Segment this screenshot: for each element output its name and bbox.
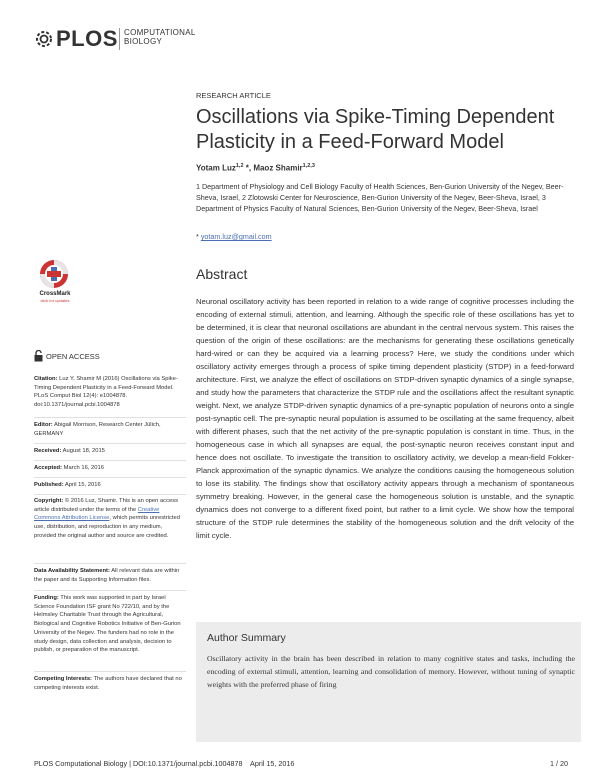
corresponding-email: * yotam.luz@gmail.com: [196, 232, 272, 241]
abstract-heading: Abstract: [196, 266, 248, 282]
journal-logo[interactable]: [34, 26, 194, 54]
crossmark-icon: [34, 258, 74, 290]
divider: [34, 590, 186, 591]
divider: [34, 494, 186, 495]
funding: Funding: This work was supported in part by Israel Science Foundation ISF grant No 722/10, and by the Helmsley Charitable Trust through the Agricultural, Biological and Cognitive Robotics Initiative of Ben-Gurion University of the Negev. The funders had no role in the study design, data collection and analysis, decision to publish, or preparation of the manuscript.: [34, 595, 181, 654]
copyright: Copyright: © 2016 Luz, Shamir. This is an open access article distributed under the terms of the Creative Commons Attribution License, which permits unrestricted use, distribution, and reproduction in any medium, provided the original author and source are credited.: [34, 498, 180, 539]
logo-journal-name: COMPUTATIONAL BIOLOGY: [124, 28, 196, 46]
divider: [34, 477, 186, 478]
crossmark-label: CrossMark: [39, 291, 71, 297]
divider: [34, 417, 186, 418]
author-name[interactable]: Maoz Shamir: [253, 163, 303, 173]
accepted-date: Accepted: March 16, 2016: [34, 465, 104, 471]
competing-interests: Competing Interests: The authors have declared that no competing interests exist.: [34, 676, 182, 691]
crossmark-sublabel: click for updates: [40, 298, 70, 303]
affiliations: 1 Department of Physiology and Cell Biology Faculty of Health Sciences, Ben-Gurion University of the Negev, Beer-Sheva, Israel, 2 Zlotowski Center for Neuroscience, Ben-Gurion University of the Negev, Beer-Sheva, Israel, 3 Department of Physics Faculty of Natural Sciences, Ben-Gurion University of the Negev, Beer-Sheva, Israel: [196, 182, 564, 213]
logo-separator: [119, 28, 120, 50]
open-lock-icon: [34, 350, 43, 362]
divider: [34, 563, 186, 564]
divider: [34, 460, 186, 461]
page-number: 1 / 20: [550, 759, 568, 768]
open-access-label: OPEN ACCESS: [46, 352, 100, 361]
author-summary-heading: Author Summary: [207, 632, 286, 644]
citation: Citation: Luz Y, Shamir M (2016) Oscillations via Spike-Timing Dependent Plasticity in a Feed-Forward Model. PLoS Comput Biol 12(4): e1004878. doi:10.1371/journal.pcbi.1004878: [34, 376, 178, 409]
editor: Editor: Abigail Morrison, Research Center Jülich, GERMANY: [34, 422, 161, 437]
abstract-text: Neuronal oscillatory activity has been reported in relation to a wide range of cognitive processes including the encoding of external stimuli, attention, and learning. Although the specific role of these oscillations has yet to be determined, it is clear that neuronal oscillations are abundant in the central nervous system. This raises the question of the origin of these oscillations: are the mechanisms for generating these oscillations genetically hard-wired or can they be acquired via a learning process? Here, we study the conditions under which oscillatory activity emerges through a process of spike timing dependent plasticity (STDP) in a feed-forward architecture. First, we analyze the effect of oscillations on STDP-driven synaptic dynamics of a single synapse, and study how the parameters that characterize the STDP rule and the oscillations affect the resultant synaptic weight. Next, we analyze STDP-driven synaptic dynamics of a pre-synaptic population of neurons onto a single post-synaptic cell. The pre-synaptic neural population is assumed to be oscillating at the same frequency, albeit with different phases, such that the net activity of the pre-synaptic population is constant in time. Thus, in the homogeneous case in which all synapses are equal, the post-synaptic neuron receives constant input and hence does not oscillate. To investigate the transition to oscillatory activity, we develop a mean-field Fokker-Planck approximation of the synaptic dynamics. We analyze the conditions causing the homogeneous solution to lose its stability. The findings show that oscillatory activity appears through a mechanism of spontaneous symmetry breaking. However, in the general case the homogeneous solution is unstable, and the synaptic dynamics does not converge to a different fixed point, but rather to a limit cycle. We show how the temporal structure of the STDP rule determines the stability of the homogeneous solution and the drift velocity of the limit cycle.: [196, 297, 574, 540]
license-link[interactable]: Creative Commons Attribution License: [34, 506, 160, 522]
author-summary-text: Oscillatory activity in the brain has been described in relation to many cognitive states and tasks, including the encoding of external stimuli, attention, learning and consolidation of memory. However, without tuning of synaptic weights with the preferred phase of firing: [207, 654, 575, 689]
email-link[interactable]: yotam.luz@gmail.com: [200, 232, 272, 241]
plos-gear-icon: [34, 29, 54, 49]
data-availability: Data Availability Statement: All relevant data are within the paper and its Supporting Information files.: [34, 568, 180, 583]
article-type: RESEARCH ARTICLE: [196, 91, 271, 100]
received-date: Received: August 18, 2015: [34, 448, 105, 454]
author-name[interactable]: Yotam Luz: [196, 163, 236, 173]
crossmark-badge[interactable]: [34, 258, 74, 318]
divider: [34, 671, 186, 672]
logo-plos-text: PLOS: [56, 26, 118, 51]
author-list: Yotam Luz$^{1,2}$ *, Maoz Shamir$^{1,2,3}$: [196, 163, 315, 173]
published-date: Published: April 15, 2016: [34, 482, 101, 488]
divider: [34, 443, 186, 444]
page-footer: PLOS Computational Biology | DOI:10.1371/journal.pcbi.1004878 April 15, 2016: [34, 759, 295, 768]
article-title: Oscillations via Spike-Timing Dependent Plasticity in a Feed-Forward Model: [196, 106, 555, 153]
